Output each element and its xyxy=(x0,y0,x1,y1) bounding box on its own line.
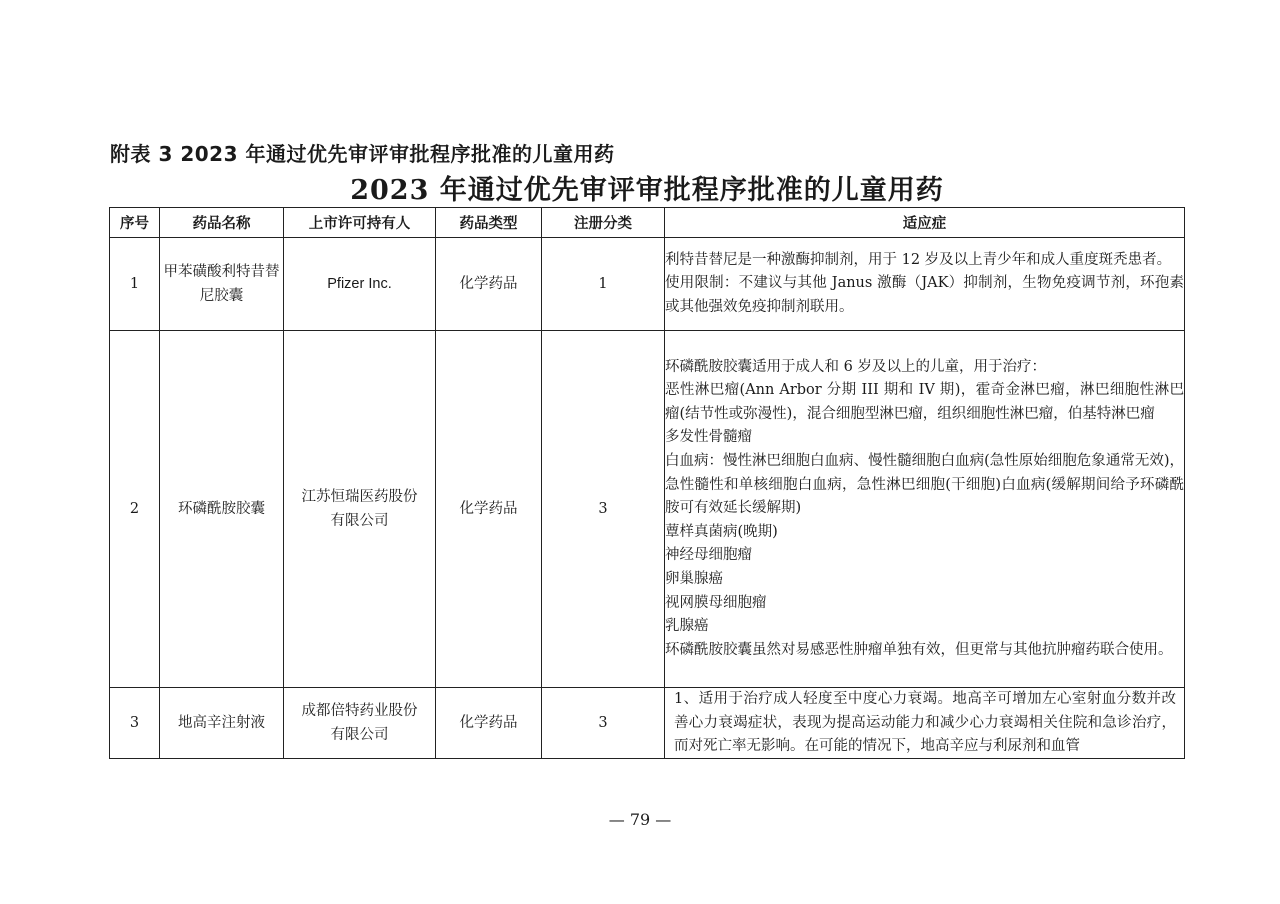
indication-line: 1、适用于治疗成人轻度至中度心力衰竭。地高辛可增加左心室射血分数并改善心力衰竭症状，表现为提高运动能力和减少心力衰竭相关住院和急诊治疗，而对死亡率无影响。在可能的情况下，地高辛应与利尿剂和血管 xyxy=(674,691,1176,755)
row-indications xyxy=(665,238,1185,331)
indication-line: 环磷酰胺胶囊适用于成人和 6 岁及以上的儿童，用于治疗： xyxy=(665,358,1046,375)
row-drug-name: 地高辛注射液 xyxy=(160,688,284,759)
row-drug-name: 甲苯磺酸利特昔替尼胶囊 xyxy=(160,238,284,331)
row-drug-type: 化学药品 xyxy=(436,238,542,331)
header-indications: 适应症 xyxy=(665,208,1185,238)
table-row xyxy=(110,688,1185,759)
indication-line: 白血病：慢性淋巴细胞白血病、慢性髓细胞白血病(急性原始细胞危象通常无效)，急性髓性和单核细胞白血病，急性淋巴细胞(干细胞)白血病(缓解期间给予环磷酰胺可有效延长缓解期) xyxy=(665,453,1184,517)
header-drug-name: 药品名称 xyxy=(160,208,284,238)
indication-line: 多发性骨髓瘤 xyxy=(665,429,752,446)
indication-line: 乳腺癌 xyxy=(665,618,709,635)
indication-line: 恶性淋巴瘤(Ann Arbor 分期 III 期和 IV 期)，霍奇金淋巴瘤，淋巴细胞性淋巴瘤(结节性或弥漫性)，混合细胞型淋巴瘤，组织细胞性淋巴瘤，伯基特淋巴瘤 xyxy=(665,382,1184,422)
row-indications xyxy=(665,688,1185,759)
row-no: 1 xyxy=(110,238,160,331)
row-holder: 江苏恒瑞医药股份有限公司 xyxy=(284,331,436,688)
row-category: 3 xyxy=(542,331,665,688)
indication-line: 环磷酰胺胶囊虽然对易感恶性肿瘤单独有效，但更常与其他抗肿瘤药联合使用。 xyxy=(665,641,1173,658)
indication-line: 神经母细胞瘤 xyxy=(665,547,752,564)
row-holder: 成都倍特药业股份有限公司 xyxy=(284,688,436,759)
header-drug-type: 药品类型 xyxy=(436,208,542,238)
indication-line: 使用限制：不建议与其他 Janus 激酶（JAK）抑制剂，生物免疫调节剂，环孢素或其他强效免疫抑制剂联用。 xyxy=(665,275,1184,315)
indication-line: 蕈样真菌病(晚期) xyxy=(665,523,778,540)
row-category: 1 xyxy=(542,238,665,331)
table-row xyxy=(110,331,1185,688)
row-holder: Pfizer Inc. xyxy=(284,238,436,331)
row-drug-type: 化学药品 xyxy=(436,688,542,759)
document-title: 2023 年通过优先审评审批程序批准的儿童用药 xyxy=(350,175,944,206)
row-drug-type: 化学药品 xyxy=(436,331,542,688)
drug-table xyxy=(109,207,1185,759)
row-drug-name: 环磷酰胺胶囊 xyxy=(160,331,284,688)
row-indications xyxy=(665,331,1185,688)
appendix-heading: 附表 3 2023 年通过优先审评审批程序批准的儿童用药 xyxy=(110,142,615,166)
row-no: 2 xyxy=(110,331,160,688)
header-registration-category: 注册分类 xyxy=(542,208,665,238)
header-no: 序号 xyxy=(110,208,160,238)
row-no: 3 xyxy=(110,688,160,759)
header-holder: 上市许可持有人 xyxy=(284,208,436,238)
page-number: — 79 — xyxy=(608,810,672,829)
table-row xyxy=(110,238,1185,331)
indication-line: 视网膜母细胞瘤 xyxy=(665,594,767,611)
table-header-row xyxy=(110,208,1185,238)
row-category: 3 xyxy=(542,688,665,759)
indication-line: 卵巢腺癌 xyxy=(665,570,723,587)
indication-line: 利特昔替尼是一种激酶抑制剂，用于 12 岁及以上青少年和成人重度斑秃患者。 xyxy=(665,251,1172,268)
